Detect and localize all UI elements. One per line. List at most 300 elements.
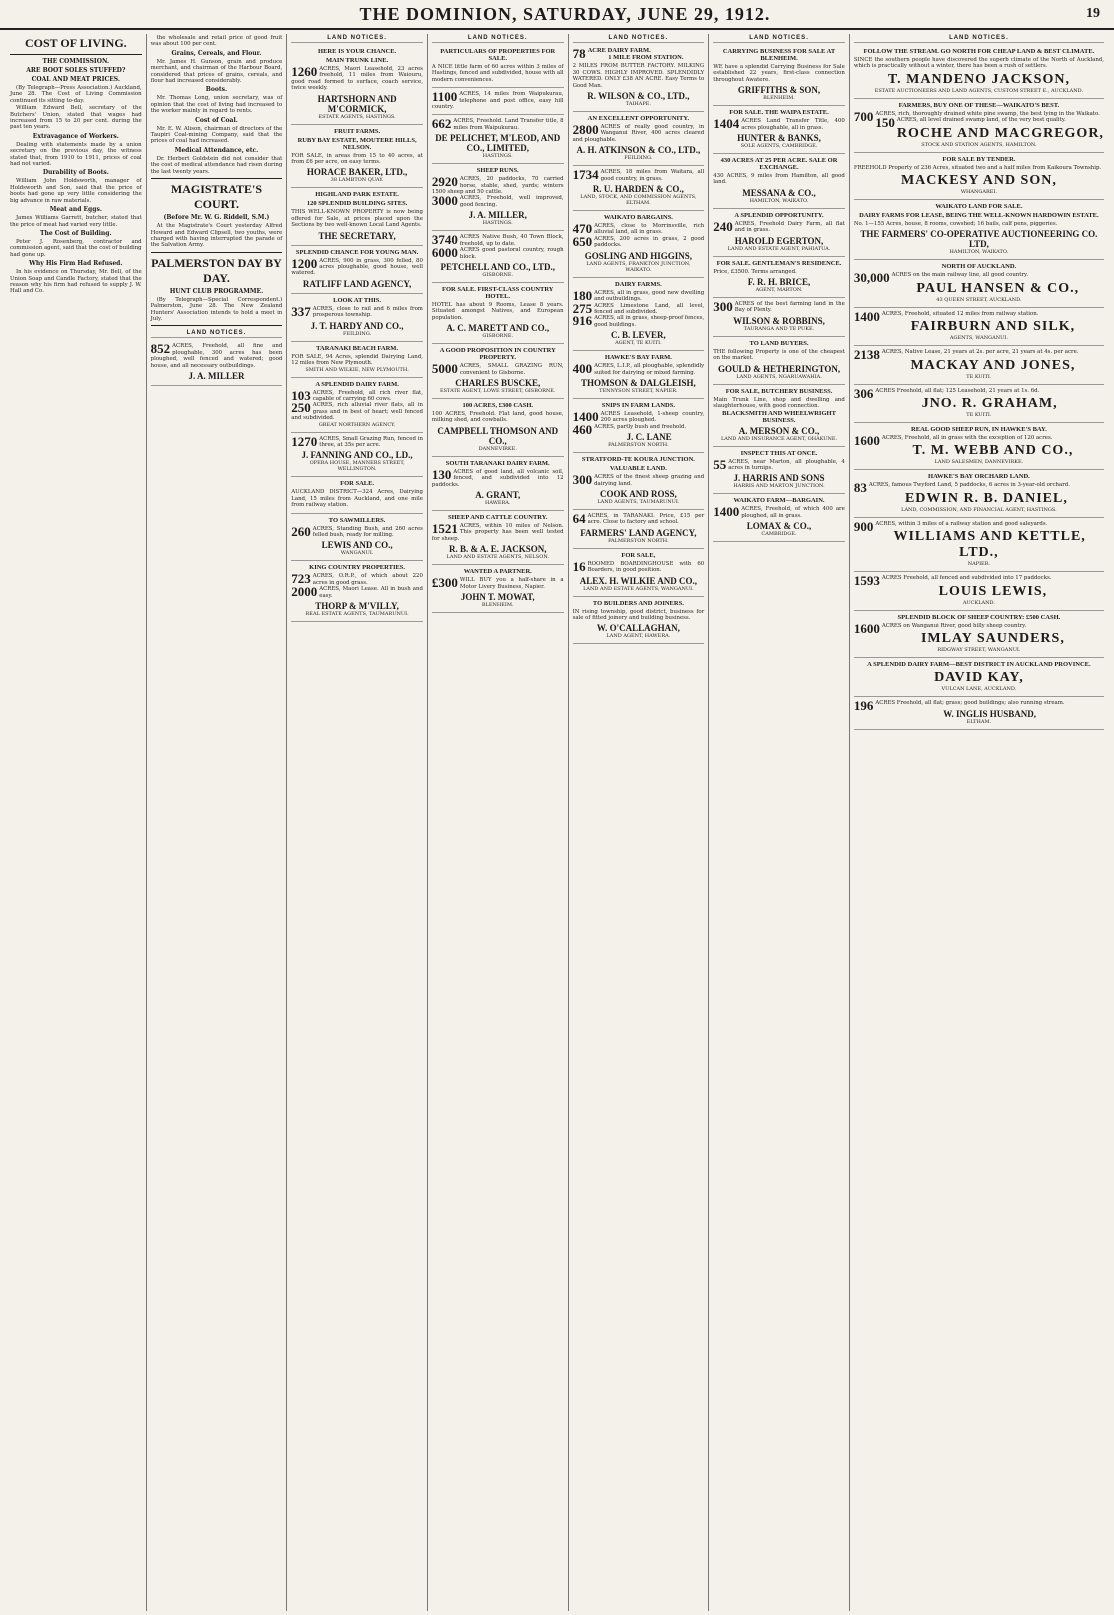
ad-text: ACRES, all in grass, sheep-proof fences, good buildings. bbox=[594, 315, 705, 328]
classified-ad bbox=[573, 351, 705, 399]
ad-text: A NICE little farm of 60 acres within 3 miles of Hastings, fenced and subdivided, house with all modern conveniences. bbox=[431, 64, 564, 83]
classified-ad bbox=[854, 45, 1104, 99]
ad-agent: J. A. MILLER, bbox=[468, 210, 527, 221]
ad-agent: W. INGLIS HUSBAND, bbox=[943, 708, 1036, 719]
article-subtitle: HUNT CLUB PROGRAMME. bbox=[169, 287, 264, 295]
article-paragraph: In his evidence on Thursday, Mr. Bell, of the Union Soap and Candle Factory, stated that the reason why his firm had refused to supply J. W. Hall and Co. bbox=[10, 269, 142, 295]
ad-text: ACRES, 14 miles from Waipukurau, telephone and post office, easy hill country. bbox=[431, 91, 564, 111]
ad-text: No. 1—155 Acres, house, 8 rooms, cowshed; 16 bails, calf pens, piggeries. bbox=[853, 221, 1058, 228]
ad-headline: SHEEP AND CATTLE COUNTRY. bbox=[448, 513, 548, 521]
ad-agent: WILLIAMS AND KETTLE, LTD., bbox=[893, 529, 1086, 561]
ad-acreage: 1600 bbox=[853, 433, 880, 449]
ad-agent: FAIRBURN AND SILK, bbox=[910, 319, 1076, 335]
ad-text: ACRES Freehold, all flat; 125 Leasehold, 21 years at 1s. 6d. bbox=[875, 387, 1040, 394]
ad-headline: FOR SALE BY TENDER. bbox=[942, 155, 1016, 163]
ad-text: THIS WELL-KNOWN PROPERTY is now being offered for Sale, at prices placed upon the Sections by two well-known Local Land Agents. bbox=[291, 209, 423, 229]
ad-text: ACRES, Native Lease, 21 years at 2s. per acre, 21 years at 4s. per acre. bbox=[881, 349, 1079, 356]
article-paragraph: William John Holdsworth, manager of Holdsworth and Son, said that the price of boots had gone up very little considering the big advance in raw materials. bbox=[10, 178, 142, 204]
ad-headline: NORTH OF AUCKLAND. bbox=[941, 263, 1017, 271]
ad-agent-place: TENNYSON STREET, NAPIER. bbox=[599, 387, 678, 394]
ad-headline: SPLENDID BLOCK OF SHEEP COUNTRY: £500 CASH. bbox=[897, 613, 1061, 621]
ad-acreage: 337 bbox=[291, 303, 311, 319]
classified-ad bbox=[291, 294, 423, 342]
article-subtitle: THE COMMISSION. bbox=[42, 58, 110, 65]
ad-agent: THE SECRETARY, bbox=[318, 230, 396, 241]
ad-agent-place: LAND, COMMISSION, AND FINANCIAL AGENT, HASTINGS. bbox=[901, 506, 1057, 513]
article-section-head: Medical Attendance, etc. bbox=[174, 146, 259, 154]
ad-agent-place: LAND AGENTS, NGARUAWAHIA. bbox=[736, 373, 822, 380]
ad-agent: J. T. HARDY AND CO., bbox=[310, 320, 404, 331]
ad-agent: HARTSHORN AND M'CORMICK, bbox=[317, 93, 397, 114]
ad-headline: WANTED A PARTNER. bbox=[463, 568, 532, 576]
ad-agent-place: GISBORNE. bbox=[482, 271, 514, 278]
ad-acreage: 2138 bbox=[853, 347, 880, 363]
classified-ad bbox=[713, 494, 845, 542]
ad-text: 2 MILES FROM BUTTER FACTORY. MILKING 30 COWS. HIGHLY IMPROVED. SPLENDIDLY WATERED. ONLY £38 AN ACRE. Easy Terms to Good Man. bbox=[572, 63, 705, 89]
ad-agent: HORACE BAKER, LTD., bbox=[306, 167, 408, 178]
ad-agent-place: TAURANGA AND TE PUKE. bbox=[743, 325, 815, 332]
ad-headline: INSPECT THIS AT ONCE. bbox=[740, 449, 818, 457]
ad-text: ACRES, close to rail and 6 miles from prosperous township. bbox=[312, 305, 423, 319]
ad-acreage: 700 bbox=[853, 108, 874, 124]
ad-acreage: 103 bbox=[291, 387, 311, 403]
classified-ad bbox=[854, 308, 1104, 346]
classified-ad bbox=[432, 115, 564, 164]
ad-agent-place: VULCAN LANE, AUCKLAND. bbox=[941, 686, 1017, 693]
ad-headline: HERE IS YOUR CHANCE. bbox=[318, 48, 397, 55]
ad-text: ACRES of really good country, in Wanganui River, 400 acres cleared and ploughable. bbox=[572, 124, 705, 143]
ad-headline: STRATFORD-TE KOURA JUNCTION. bbox=[581, 456, 695, 464]
ad-text: ACRES, 200 acres in grass, 2 good paddocks. bbox=[594, 235, 705, 249]
article-section-head: Boots. bbox=[205, 86, 228, 94]
ad-text: ACRES, 900 in grass, 300 felled, 80 acres ploughable, good house, well watered. bbox=[291, 257, 423, 277]
ad-agent-place: LAND AND ESTATE AGENTS, NELSON. bbox=[446, 554, 549, 561]
ad-text: ACRES, within 10 miles of Nelson. This property has been well tested for sheep. bbox=[431, 522, 564, 542]
ad-text: ACRES Freehold, all flat; grass; good buildings; also running stream. bbox=[875, 700, 1065, 707]
ad-agent: J. HARRIS AND SONS bbox=[733, 473, 825, 484]
classified-ad bbox=[713, 106, 845, 154]
ad-headline: TARANAKI BEACH FARM. bbox=[316, 344, 399, 352]
classified-ad bbox=[573, 45, 705, 112]
column-6 bbox=[709, 34, 850, 1611]
ad-agent: W. O'CALLAGHAN, bbox=[596, 623, 680, 634]
ad-agent-place: DANNEVIRKE. bbox=[478, 445, 517, 452]
ad-agent: FARMERS' LAND AGENCY, bbox=[580, 527, 697, 538]
classified-ad bbox=[432, 565, 564, 613]
ad-acreage: 250 bbox=[291, 400, 311, 416]
classified-ad bbox=[432, 231, 564, 283]
article-section-head: Why His Firm Had Refused. bbox=[29, 260, 123, 268]
ad-acreage: 1270 bbox=[291, 433, 318, 449]
ad-acreage: 130 bbox=[431, 466, 452, 482]
ad-text: ACRES, O.R.P., of which about 220 acres in good grass. bbox=[312, 573, 423, 586]
section-head: LAND NOTICES. bbox=[713, 34, 845, 43]
ad-subhead: 120 SPLENDID BUILDING SITES. bbox=[306, 200, 408, 208]
ad-acreage: 150 bbox=[875, 115, 895, 131]
classified-ad bbox=[713, 257, 845, 298]
classified-ad bbox=[854, 658, 1104, 697]
ad-agent-place: LAND AND ESTATE AGENTS, WANGANUI. bbox=[583, 585, 694, 592]
ad-agent-place: AGENTS, WANGANUI. bbox=[949, 335, 1008, 342]
classified-ad bbox=[713, 154, 845, 209]
ad-text: ACRES Limestone Land, all level, fenced and subdivided. bbox=[594, 302, 705, 315]
ad-headline: SNIPS IN FARM LANDS. bbox=[601, 401, 675, 409]
ad-headline: HIGHLAND PARK ESTATE. bbox=[315, 191, 399, 199]
article-section-head: Durability of Boots. bbox=[42, 169, 109, 177]
classified-ad bbox=[573, 453, 705, 510]
ad-acreage: 852 bbox=[150, 341, 171, 357]
ad-agent: A. MERSON & CO., bbox=[738, 425, 820, 436]
ad-agent-place: BLENHEIM. bbox=[763, 95, 795, 102]
ad-headline: FOR SALE. THE WAIPA ESTATE. bbox=[729, 109, 829, 117]
ad-agent-place: TE KUITI. bbox=[966, 373, 992, 380]
classified-ad bbox=[854, 572, 1104, 610]
ad-headline: TO BUILDERS AND JOINERS. bbox=[592, 599, 684, 607]
ad-agent-place: FEILDING. bbox=[624, 155, 653, 162]
ad-text: FOR SALE, in areas from 15 to 40 acres, at from £6 per acre, on easy terms. bbox=[291, 152, 423, 166]
ad-agent: A. H. ATKINSON & CO., LTD., bbox=[576, 145, 701, 156]
ad-agent-place: AUCKLAND. bbox=[962, 599, 995, 606]
ad-agent-place: LAND AND ESTATE AGENT, PAHIATUA. bbox=[727, 245, 831, 252]
ad-acreage: 650 bbox=[572, 233, 593, 249]
ad-headline: A GOOD PROPOSITION IN COUNTRY PROPERTY. bbox=[439, 347, 556, 362]
classified-ad bbox=[432, 511, 564, 565]
ad-agent-place: OPERA HOUSE, MANNERS STREET, WELLINGTON. bbox=[309, 460, 405, 473]
ad-text: ACRES Native Bush, 40 Town Block, freehold, up to date. bbox=[459, 234, 564, 247]
classified-ad bbox=[854, 611, 1104, 658]
ad-agent: J. FANNING AND CO., LD., bbox=[301, 450, 413, 461]
ad-acreage: 900 bbox=[853, 518, 874, 534]
ad-text: HOTEL has about 9 Rooms, Lease 8 years. Situated amongst Natives, and European population. bbox=[431, 301, 564, 321]
ad-acreage: 2800 bbox=[572, 122, 599, 138]
classified-ad bbox=[854, 153, 1104, 200]
ad-headline: DAIRY FARMS. bbox=[615, 280, 662, 288]
ad-agent-place: REAL ESTATE AGENTS, TAUMARUNUI. bbox=[305, 611, 409, 617]
ad-text: THE following Property is one of the cheapest on the market. bbox=[713, 348, 845, 362]
ad-headline: SOUTH TARANAKI DAIRY FARM. bbox=[445, 459, 550, 467]
classified-ad bbox=[291, 246, 423, 294]
ad-agent: ROCHE AND MACGREGOR, bbox=[896, 125, 1104, 141]
ad-agent-place: LAND SALESMEN, DANNEVIRKE. bbox=[934, 459, 1024, 466]
ad-agent: ALEX. H. WILKIE AND CO., bbox=[579, 575, 698, 586]
columns bbox=[6, 34, 1108, 1611]
ad-text: ACRES, close to Morrinsville, rich alluvial land, all in grass. bbox=[594, 223, 705, 236]
ad-agent: C. B. LEVER, bbox=[611, 330, 666, 341]
ad-agent-place: HAMILTON, WAIKATO. bbox=[949, 249, 1009, 256]
ad-headline: PARTICULARS OF PROPERTIES FOR SALE. bbox=[440, 48, 556, 62]
ad-agent: SMITH AND WILKIE, NEW PLYMOUTH. bbox=[305, 366, 409, 373]
ad-agent: HAROLD EGERTON, bbox=[734, 235, 824, 246]
ad-headline: HAWKE'S BAY ORCHARD LAND. bbox=[928, 473, 1030, 481]
ad-agent-place: LAND AGENT, HAWERA. bbox=[606, 633, 671, 640]
ad-text: ROOMED BOARDINGHOUSE with 60 Boarders, in good position. bbox=[587, 560, 705, 574]
ad-agent: A. C. MARETT AND CO., bbox=[446, 323, 550, 334]
article-paragraph: James Williams Garrett, butcher, stated that the price of meat had varied very little. bbox=[10, 215, 142, 228]
article-subtitle: (Before Mr. W. G. Riddell, S.M.) bbox=[163, 214, 270, 222]
ad-text: ACRES, Freehold, well improved, good fencing. bbox=[459, 195, 564, 208]
ad-acreage: 400 bbox=[572, 361, 593, 377]
ad-agent: JNO. R. GRAHAM, bbox=[921, 396, 1058, 412]
ad-headline: WAIKATO BARGAINS. bbox=[603, 214, 673, 222]
ad-agent: MACKESY AND SON, bbox=[900, 173, 1057, 189]
ad-price: £300 bbox=[431, 575, 458, 591]
ad-agent-place: HAMILTON, WAIKATO. bbox=[749, 197, 809, 204]
ad-text: ACRES, rich, thoroughly drained white pine swamp, the best lying in the Waikato. bbox=[875, 110, 1100, 117]
ad-text: ACRES, Freehold. Land Transfer title, 8 miles from Waipukurau. bbox=[453, 118, 564, 131]
ad-acreage: 260 bbox=[291, 523, 311, 539]
ad-acreage: 3000 bbox=[431, 193, 458, 209]
ad-agent: THORP & M'VILLY, bbox=[315, 601, 399, 611]
ad-agent: WILSON & ROBBINS, bbox=[733, 315, 825, 326]
article-paragraph: Mr. James H. Gunson, grain and produce merchant, and chairman of the Harbour Board, considered that prices of grains, cereals, and flour had increased considerably. bbox=[150, 58, 283, 85]
ad-headline: CARRYING BUSINESS FOR SALE AT BLENHEIM. bbox=[722, 48, 836, 62]
ad-agent: J. C. LANE bbox=[626, 432, 672, 443]
classified-ad bbox=[713, 45, 845, 106]
ad-text: ACRES, 20 paddocks, 70 carried horse, stable, shed, yards; winters 1500 sheep and 50 cattle. bbox=[431, 176, 564, 196]
ad-agent-place: RIDGWAY STREET, WANGANUI. bbox=[937, 647, 1021, 654]
section-head: LAND NOTICES. bbox=[291, 34, 423, 43]
ad-agent: R. B. & A. E. JACKSON, bbox=[448, 544, 547, 555]
ad-agent-place: PALMERSTON NORTH. bbox=[608, 537, 669, 544]
ad-text: ACRES, all level drained swamp land, of the very best quality. bbox=[896, 117, 1066, 124]
article-paragraph: Mr. E. W. Alison, chairman of directors of the Taupiri Coal-mining Company, said that the prices of coal had increased. bbox=[150, 125, 283, 145]
ad-text: ACRES of the best farming land in the Bay of Plenty. bbox=[734, 301, 845, 314]
ad-agent-place: HAWERA. bbox=[484, 499, 511, 506]
ad-acreage: 55 bbox=[713, 456, 727, 472]
ad-agent: MESSANA & CO., bbox=[742, 187, 816, 198]
ad-text: ACRES, near Marton, all ploughable, 4 acres in turnips. bbox=[728, 458, 845, 471]
ad-text: ACRES on Wanganui River, good hilly sheep country. bbox=[881, 622, 1027, 629]
ad-agent: PAUL HANSEN & CO., bbox=[916, 280, 1080, 296]
ad-agent-place: HASTINGS. bbox=[482, 220, 513, 227]
ad-acreage: 723 bbox=[291, 571, 311, 587]
ad-agent-place: CAMBRIDGE. bbox=[761, 531, 797, 538]
ad-text: ACRES, 18 miles from Waitara, all good country, in grass. bbox=[600, 169, 705, 182]
ad-subhead: MAIN TRUNK LINE. bbox=[326, 57, 389, 64]
ad-agent: THOMSON & DALGLEISH, bbox=[580, 377, 696, 388]
ad-acreage: 6000 bbox=[431, 245, 458, 261]
ad-text: 100 ACRES, Freehold. Flat land, good house, milking shed, and cowbails. bbox=[431, 410, 564, 424]
ad-text: ACRES, partly bush and freehold. bbox=[594, 423, 687, 430]
article-title: PALMERSTON DAY BY DAY. bbox=[151, 255, 282, 285]
ad-agent: DE PELICHET, M'LEOD, AND CO., LIMITED, bbox=[435, 133, 561, 154]
ad-text: ACRES of good land, all volcanic soil, fenced, and subdivided into 12 paddocks. bbox=[431, 468, 564, 488]
ad-text: ACRES, Freehold, of which 400 are ploughed, all in grass. bbox=[741, 506, 845, 519]
ad-agent: EDWIN R. B. DANIEL, bbox=[904, 490, 1068, 506]
ad-acreage: 306 bbox=[853, 385, 874, 401]
ad-agent-place: 38 LAMBTON QUAY. bbox=[330, 177, 384, 184]
classified-ad bbox=[573, 399, 705, 453]
ad-agent: CHARLES BUSCKE, bbox=[455, 377, 541, 388]
column-5 bbox=[569, 34, 710, 1611]
classified-ad bbox=[432, 457, 564, 511]
ad-text: ACRES of the finest sheep grazing and dairying land. bbox=[594, 474, 705, 487]
ad-headline: KING COUNTRY PROPERTIES. bbox=[309, 564, 406, 572]
classified-ad bbox=[291, 477, 423, 513]
ad-text: ACRES, rich alluvial river flats, all in grass and in best of heart; well fenced and subdivided. bbox=[291, 402, 423, 422]
ad-acreage: 1260 bbox=[291, 64, 318, 79]
classified-ad bbox=[432, 88, 564, 115]
classified-ad bbox=[432, 399, 564, 457]
article-paragraph: William Edward Bell, secretary of the Butchers' Union, stated that wages had increased from 15 to 20 per cent. during the past ten years. bbox=[10, 105, 142, 131]
ad-text: FOR SALE, 94 Acres, splendid Dairying Land, 12 miles from New Plymouth. bbox=[291, 353, 423, 367]
article-paragraph: Dr. Herbert Goldstein did not consider that the cost of medical attendance had risen during the last twenty years. bbox=[150, 155, 283, 175]
article-subtitle: COAL AND MEAT PRICES. bbox=[31, 76, 120, 83]
ad-text: 430 ACRES, 9 miles from Hamilton, all good land. bbox=[713, 173, 845, 186]
ad-agent-place: ESTATE AGENTS, HASTINGS. bbox=[318, 113, 396, 120]
classified-ad bbox=[854, 200, 1104, 260]
classified-ad bbox=[854, 260, 1104, 307]
classified-ad bbox=[573, 211, 705, 278]
ad-text: ACRES on the main railway line, all good country. bbox=[891, 272, 1029, 279]
ad-text: WE have a splendid Carrying Business for Sale established 22 years, first-class connection throughout Awatere. bbox=[713, 64, 845, 83]
ad-headline: FOR SALE. GENTLEMAN'S RESIDENCE. bbox=[716, 259, 842, 267]
ad-headline: A SPLENDID DAIRY FARM. bbox=[315, 380, 399, 388]
ad-agent: J. A. MILLER bbox=[188, 370, 245, 381]
classified-ad bbox=[151, 340, 283, 386]
ad-acreage: 83 bbox=[853, 480, 867, 496]
ad-subhead: VALUABLE LAND. bbox=[609, 465, 667, 473]
ad-text: WILL BUY you a half-share in a Motor Livery Business, Napier. bbox=[459, 577, 564, 590]
classified-ad bbox=[854, 385, 1104, 423]
ad-headline: FOLLOW THE STREAM. GO NORTH FOR CHEAP LAND & BEST CLIMATE. bbox=[863, 48, 1095, 55]
masthead bbox=[0, 0, 1114, 30]
section-head: LAND NOTICES. bbox=[432, 34, 564, 43]
ad-text: ACRES, within 3 miles of a railway station and good saleyards. bbox=[875, 520, 1048, 527]
ad-text: ACRES, Freehold, situated 12 miles from railway station. bbox=[881, 310, 1039, 317]
section-head: LAND NOTICES. bbox=[854, 34, 1104, 43]
ad-headline: FOR SALE, BUTCHERY BUSINESS. bbox=[725, 387, 833, 395]
ad-headline: 430 ACRES AT 25 PER ACRE. SALE OR EXCHANGE. bbox=[720, 157, 838, 172]
ad-agent-place: TE KUITI. bbox=[966, 412, 992, 419]
ad-acreage: 5000 bbox=[431, 361, 458, 377]
ad-headline: A SPLENDID DAIRY FARM—BEST DISTRICT IN AUCKLAND PROVINCE. bbox=[867, 661, 1091, 669]
ad-agent: RATLIFF LAND AGENCY, bbox=[302, 278, 412, 289]
page-title: THE DOMINION, SATURDAY, JUNE 29, 1912. bbox=[359, 3, 771, 24]
classified-ad bbox=[291, 188, 423, 245]
ad-acreage: 1404 bbox=[713, 116, 740, 132]
article-paragraph: (By Telegraph—Special Correspondent.) Palmerston, June 28. The New Zealand Hunters' Association intends to hold a meet in July. bbox=[150, 296, 283, 322]
ad-agent: MACKAY AND JONES, bbox=[910, 357, 1076, 373]
ad-agent-place: AGENT, TE KUITI. bbox=[615, 340, 662, 347]
ad-agent: T. MANDENO JACKSON, bbox=[887, 71, 1070, 87]
ad-agent-place: LAND, STOCK, AND COMMISSION AGENTS, ELTHAM. bbox=[580, 194, 697, 207]
ad-text: ACRES, Maori Leasehold, 23 acres freehold, 11 miles from Waiouru, good road formed to surface, coach service, twice weekly. bbox=[291, 66, 423, 92]
ad-acreage: 78 bbox=[572, 46, 586, 61]
ad-text: ACRES, L.I.P., all ploughable, splendidly suited for dairying or mixed farming. bbox=[594, 363, 705, 376]
ad-agent-place: FEILDING. bbox=[343, 330, 372, 337]
ad-headline: FOR SALE, bbox=[621, 551, 656, 559]
ad-headline: WAIKATO FARM—BARGAIN. bbox=[733, 497, 825, 505]
ad-agent: GOULD & HETHERINGTON, bbox=[717, 363, 841, 374]
classified-ad bbox=[573, 549, 705, 597]
ad-acreage: 300 bbox=[572, 472, 593, 488]
ad-agent: GOSLING AND HIGGINS, bbox=[584, 250, 693, 261]
classified-ad bbox=[291, 433, 423, 478]
ad-agent: T. M. WEBB AND CO., bbox=[912, 443, 1074, 459]
ad-headline: WAIKATO LAND FOR SALE. bbox=[935, 203, 1023, 211]
article-paragraph: (By Telegraph—Press Association.) Auckland, June 28. The Cost of Living Commission continued its sitting to-day. bbox=[10, 85, 142, 104]
ad-text: ACRES, SMALL GRAZING RUN, convenient to Gisborne. bbox=[459, 363, 564, 376]
column-4 bbox=[428, 34, 569, 1611]
ad-headline: FARMERS, BUY ONE OF THESE—WAIKATO'S BEST. bbox=[898, 101, 1060, 109]
ad-acreage: 1400 bbox=[853, 308, 880, 324]
ad-acreage: 1400 bbox=[572, 408, 599, 424]
article-paragraph: Dealing with statements made by a union secretary on the previous day, the witness stated that, from 1910 to 1911, prices of coal had not varied. bbox=[10, 141, 142, 168]
ad-agent-place: AGENT, MARTON. bbox=[755, 287, 803, 294]
ad-text: ACRES, in TARANAKI. Price, £15 per acre. Close to factory and school. bbox=[587, 512, 705, 526]
ad-headline: TO LAND BUYERS. bbox=[749, 339, 809, 347]
article-section-head: Extravagance of Workers. bbox=[32, 132, 119, 140]
ad-text: ACRES Freehold, all fenced and subdivided into 17 paddocks. bbox=[881, 575, 1052, 582]
article-paragraph: the wholesale and retail price of good fruit was about 100 per cent. bbox=[150, 35, 283, 48]
ad-agent: LOUIS LEWIS, bbox=[938, 583, 1048, 599]
section-head: LAND NOTICES. bbox=[573, 34, 705, 43]
ad-acreage: 196 bbox=[853, 698, 874, 714]
classified-ad bbox=[713, 447, 845, 495]
classified-ad bbox=[573, 166, 705, 211]
article-section-head: The Cost of Building. bbox=[40, 229, 112, 237]
ad-agent: PETCHELL AND CO., LTD., bbox=[440, 261, 555, 272]
classified-ad bbox=[854, 518, 1104, 572]
ad-subhead: 1 MILE FROM STATION. bbox=[608, 54, 684, 62]
classified-ad bbox=[713, 209, 845, 257]
classified-ad bbox=[573, 112, 705, 166]
classified-ad bbox=[713, 385, 845, 447]
classified-ad bbox=[291, 125, 423, 189]
ad-text: ACRES good pastoral country, rough block. bbox=[459, 247, 564, 260]
ad-acreage: 180 bbox=[572, 287, 593, 303]
ad-headline: BLACKSMITH AND WHEELWRIGHT BUSINESS. bbox=[722, 409, 836, 424]
ad-agent: R. WILSON & CO., LTD., bbox=[587, 91, 690, 102]
ad-text: Price, £3500. Terms arranged. bbox=[713, 268, 797, 275]
classified-ad bbox=[573, 278, 705, 351]
ad-agent: CAMPBELL THOMSON AND CO., bbox=[437, 425, 559, 446]
classified-ad bbox=[854, 423, 1104, 470]
ad-acreage: 30,000 bbox=[853, 270, 890, 286]
ad-agent: IMLAY SAUNDERS, bbox=[920, 631, 1065, 647]
classified-ad bbox=[432, 45, 564, 88]
ad-headline: AN EXCELLENT OPPORTUNITY. bbox=[587, 115, 690, 123]
ad-acreage: 240 bbox=[713, 218, 733, 234]
ad-headline: HAWKE'S BAY FARM. bbox=[604, 354, 672, 362]
section-head: LAND NOTICES. bbox=[151, 329, 283, 338]
ad-text: AUCKLAND DISTRICT—324 Acres, Dairying Land, 15 miles from Auckland, and one mile from railway station. bbox=[291, 489, 423, 509]
ad-headline: FOR SALE. bbox=[340, 480, 375, 488]
classified-ad bbox=[432, 344, 564, 399]
ad-agent-place: LAND AND INSURANCE AGENT, OHAKUNE. bbox=[720, 435, 838, 442]
ad-subhead: RUBY BAY ESTATE, MOUTERE HILLS, NELSON. bbox=[297, 136, 417, 151]
ad-headline: SPLENDID CHANCE FOR YOUNG MAN. bbox=[295, 248, 419, 256]
classified-ad bbox=[854, 697, 1104, 729]
ad-agent-place: STOCK AND STATION AGENTS, HAMILTON. bbox=[921, 141, 1037, 148]
ad-text: ACRES Land Transfer Title, 400 acres ploughable, all in grass. bbox=[741, 118, 845, 131]
ad-acreage: 1200 bbox=[291, 255, 318, 271]
ad-text: ACRES, Freehold, all fine and ploughable, 300 acres has been ploughed, well fenced and watered; good house, and all necessary outbuildings. bbox=[150, 343, 283, 369]
ad-acreage: 916 bbox=[572, 313, 593, 329]
ad-agent-place: WANGANUI. bbox=[340, 550, 374, 557]
article-paragraph: At the Magistrate's Court yesterday Alfred Howard and Edward Clipsell, two youths, were charged with having interrupted the parade of the Salvation Army. bbox=[150, 223, 283, 249]
ad-text: ACRES, Standing Bush, and 260 acres felled bush, ready for milling. bbox=[312, 525, 423, 538]
classified-ad bbox=[291, 561, 423, 622]
column-1 bbox=[6, 34, 147, 1611]
article-subtitle: ARE BOOT SOLES STUFFED? bbox=[26, 67, 126, 74]
ad-acreage: 1734 bbox=[572, 167, 599, 183]
ad-headline: LOOK AT THIS. bbox=[333, 296, 382, 304]
ad-agent-place: BLENHEIM. bbox=[481, 602, 514, 608]
classified-ad bbox=[432, 283, 564, 344]
article-section-head: Grains, Cereals, and Flour. bbox=[171, 49, 262, 57]
